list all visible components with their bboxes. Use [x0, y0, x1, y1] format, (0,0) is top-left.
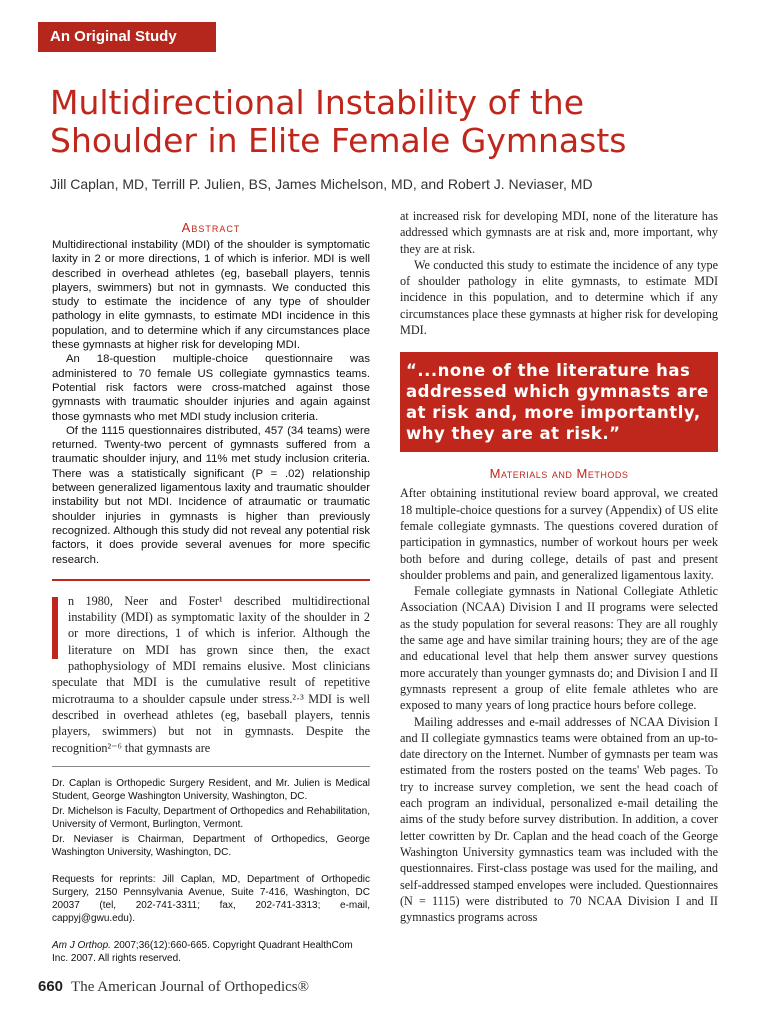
page-number: 660	[38, 978, 64, 995]
intro-continued-paragraph: at increased risk for developing MDI, none of the literature has addressed which gymnasts are at risk and, more important, why they are at risk.	[400, 209, 718, 256]
author-list: Jill Caplan, MD, Terrill P. Julien, BS, James Michelson, MD, and Robert J. Neviaser, MD	[50, 176, 593, 192]
citation-line	[52, 939, 370, 965]
abstract-paragraph: Of the 1115 questionnaires distributed, 457 (34 teams) were returned. Twenty-two percent of gymnasts suffered from a traumatic shoulder injury, and 11% met study inclusion criteria. There was a statistically significant (P = .02) relationship between generalized ligamentous laxity and traumatic shoulder instability but not MDI. Incidence of atraumatic or traumatic shoulder injuries in gymnasts is higher than previously recognized. Although this study did not reveal any potential risk factors, it does provide several avenues for more specific research.	[52, 424, 370, 566]
methods-paragraph: Female collegiate gymnasts in National Collegiate Athletic Association (NCAA) Division I and II programs were selected as the study population for several reasons: They are all roughly the same age and have similar training hours; they are of the age and educational level that help them answer survey questions more accurately than younger gymnasts do; and Division I and II gymnasts represent a group of elite female athletes who are exposed to many years of long practice hours before college.	[400, 584, 718, 713]
section-tab: An Original Study	[38, 22, 216, 52]
section-divider	[52, 579, 370, 581]
footnote-affiliation: Dr. Caplan is Orthopedic Surgery Resident, and Mr. Julien is Medical Student, George Washington University, Washington, DC.	[52, 777, 370, 802]
article-title: Multidirectional Instability of the Shoulder in Elite Female Gymnasts	[50, 83, 627, 160]
methods-heading: Materials and Methods	[489, 466, 629, 482]
abstract-paragraph: An 18-question multiple-choice questionnaire was administered to 70 female US collegiate gymnastics teams. Potential risk factors were cross-matched against those gymnasts with traumatic shoulder injuries and again against those gymnasts who met MDI study inclusion criteria.	[52, 353, 370, 423]
intro-text: n 1980, Neer and Foster¹ described multidirectional instability (MDI) as symptomatic laxity of the shoulder in 2 or more directions, 1 of which is inferior. Although the literature on MDI has grown since then, the exact pathophysiology of MDI remains elusive. Most clinicians speculate that MDI is the cumulative result of repetitive microtrauma to a shoulder capsule under stress.²·³ MDI is well described in overhead athletes (eg, baseball players, tennis players, swimmers) but not in gymnasts. Despite the recognition²⁻⁶ that gymnasts are	[52, 593, 370, 755]
introduction	[52, 593, 370, 756]
citation-details: 2007;36(12):660-665. Copyright Quadrant HealthCom Inc. 2007. All rights reserved.	[52, 939, 353, 964]
reprint-request: Requests for reprints: Jill Caplan, MD, Department of Orthopedic Surgery, 2150 Pennsylvania Avenue, Suite 7-416, Washington, DC 20037 (tel, 202-741-3311; fax, 202-741-3313; e-mail, cappyj@gwu.edu).	[52, 873, 370, 924]
footnote-rule	[52, 766, 370, 767]
footnote-affiliation: Dr. Michelson is Faculty, Department of Orthopedics and Rehabilitation, University of Vermont, Burlington, Vermont.	[52, 805, 370, 830]
left-column	[52, 208, 370, 965]
methods-paragraph: After obtaining institutional review board approval, we created 18 multiple-choice questions for a survey (Appendix) of US elite female collegiate gymnasts. The questions covered duration of participation in gymnastics, number of workout hours per week both before and during college, details of past and present shoulder problems and pain, and generalized ligamentous laxity.	[400, 486, 718, 582]
abstract-heading: Abstract	[181, 220, 241, 235]
intro-continued	[400, 208, 718, 338]
journal-name: The American Journal of Orthopedics®	[71, 979, 310, 995]
footnote-affiliation: Dr. Neviaser is Chairman, Department of Orthopedics, George Washington University, Washington, DC.	[52, 833, 370, 858]
intro-paragraph	[52, 593, 370, 756]
right-column	[400, 208, 718, 925]
methods-paragraph: Mailing addresses and e-mail addresses of NCAA Division I and II collegiate gymnastics teams were obtained from an up-to-date directory on the Internet. Number of gymnasts per team was estimated from the rosters posted on the teams' Web pages. To try to increase survey completion, we sent the head coach of each program an individual, personalized e-mail detailing the aims of the study before survey distribution. In addition, a cover letter cowritten by Dr. Caplan and the head coach of the George Washington University gymnastics team was included with the questionnaires. First-class postage was used for the mailing, and self-addressed stamped envelopes were included. Questionnaires (N = 1115) were distributed to 70 NCAA Division I and II gymnastics programs across	[400, 714, 718, 925]
pull-quote: “...none of the literature has addressed which gymnasts are at risk and, more importantly, why they are at risk.”	[400, 352, 718, 452]
page-footer	[38, 978, 309, 996]
abstract-paragraph: Multidirectional instability (MDI) of the shoulder is symptomatic laxity in 2 or more directions, 1 of which is inferior. MDI is well described in overhead athletes (eg, baseball players, tennis players, swimmers) but not in gymnasts. We conducted this study to estimate the incidence of any type of shoulder pathology in elite gymnasts, to estimate MDI incidence in this population, and to determine which if any circumstances place these gymnasts at higher risk for developing MDI.	[52, 239, 370, 352]
intro-continued-paragraph: We conducted this study to estimate the incidence of any type of shoulder pathology in elite gymnasts, to estimate MDI incidence in this population, and to determine which if any circumstances place these gymnasts at higher risk for developing MDI.	[400, 257, 718, 338]
citation-journal: Am J Orthop.	[52, 939, 111, 951]
drop-cap-bar	[52, 597, 58, 659]
methods-body	[400, 485, 718, 925]
abstract-body	[52, 238, 370, 567]
